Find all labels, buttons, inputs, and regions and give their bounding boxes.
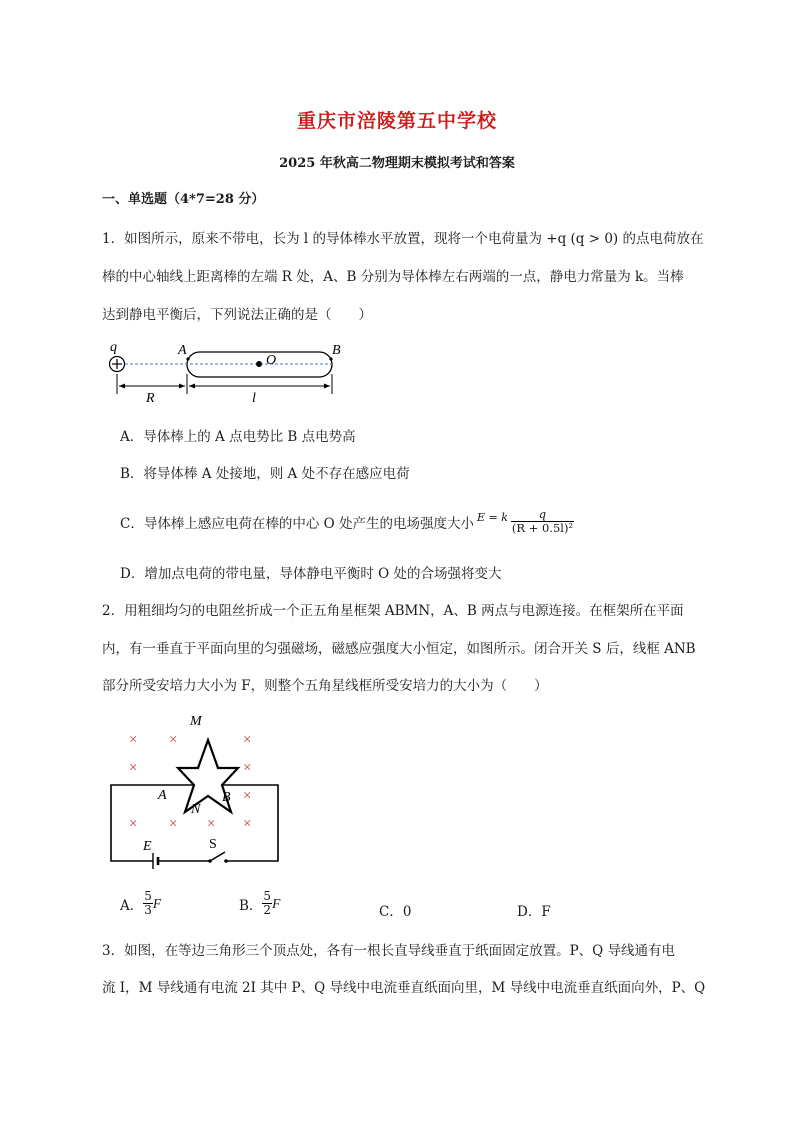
q2-option-c: C．0 (379, 904, 412, 920)
svg-text:×: × (169, 816, 178, 832)
q2-line2: 内，有一垂直于平面向里的匀强磁场，磁感应强度大小恒定，如图所示。闭合开关 S 后，线框 ANB (102, 641, 696, 657)
label-M: M (190, 714, 202, 729)
q2-option-b (239, 890, 280, 917)
q1-line1: 1．如图所示，原来不带电，长为 l 的导体棒水平放置，现将一个电荷量为 +q (q > 0) 的点电荷放在 (102, 231, 704, 247)
label-N: N (191, 802, 201, 817)
label-B: B (222, 790, 231, 805)
q1-formula-lhs: E = k (476, 511, 508, 524)
q1-figure (100, 334, 350, 412)
q1-option-c (120, 508, 574, 535)
label-E: E (143, 839, 152, 854)
label-A: A (158, 788, 167, 803)
svg-text:×: × (169, 732, 178, 748)
q1-formula-fraction (511, 508, 574, 535)
label-l: l (252, 391, 256, 406)
svg-text:×: × (243, 788, 252, 804)
svg-text:×: × (207, 816, 216, 832)
q2-line1: 2．用粗细均匀的电阻丝折成一个正五角星框架 ABMN，A、B 两点与电源连接。在框架所在平面 (102, 603, 684, 619)
label-O: O (266, 353, 277, 368)
label-R: R (146, 391, 155, 406)
circuit-left (111, 785, 194, 861)
q2-option-b-den: 2 (263, 903, 272, 917)
q2-option-a-unit: F (152, 895, 162, 911)
svg-text:×: × (243, 816, 252, 832)
q1-option-a: A．导体棒上的 A 点电势比 B 点电势高 (120, 429, 356, 445)
q2-option-a-den: 3 (144, 903, 152, 917)
svg-text:×: × (129, 760, 138, 776)
school-name: 重庆市涪陵第五中学校 (296, 110, 497, 132)
q1-line2: 棒的中心轴线上距离棒的左端 R 处，A、B 分别为导体棒左右两端的一点，静电力常量为 k。当棒 (102, 269, 684, 285)
q2-option-a-num: 5 (144, 889, 152, 903)
label-B: B (332, 343, 341, 358)
q2-option-d: D．F (517, 904, 551, 920)
q2-option-a-label: A． (120, 897, 144, 914)
q1-line3: 达到静电平衡后，下列说法正确的是（ ） (102, 307, 372, 323)
svg-text:×: × (243, 732, 252, 748)
q2-option-a (120, 890, 161, 917)
q1-formula-den: (R + 0.5l)² (511, 521, 574, 535)
q2-option-b-unit: F (272, 895, 281, 911)
q2-option-b-fraction (262, 890, 272, 917)
svg-text:×: × (129, 816, 138, 832)
q2-figure (105, 708, 330, 870)
q3-line2: 流 I，M 导线通有电流 2I 其中 P、Q 导线中电流垂直纸面向里，M 导线中电流垂直纸面向外，P、Q (102, 980, 706, 996)
q2-option-b-label: B． (239, 897, 263, 914)
label-S: S (209, 837, 217, 852)
q1-option-b: B．将导体棒 A 处接地，则 A 处不存在感应电荷 (120, 466, 410, 482)
svg-text:×: × (243, 760, 252, 776)
section-title: 一、单选题（4*7=28 分） (102, 192, 265, 207)
q2-option-a-fraction (143, 890, 153, 917)
q1-option-c-text: C．导体棒上感应电荷在棒的中心 O 处产生的电场强度大小 (120, 515, 474, 532)
label-A: A (178, 343, 187, 358)
q1-formula-num: q (511, 508, 574, 522)
exam-title: 2025 年秋高二物理期末模拟考试和答案 (279, 156, 515, 171)
center-point (256, 361, 262, 367)
q1-option-d: D．增加点电荷的带电量，导体静电平衡时 O 处的合场强将变大 (120, 566, 502, 582)
svg-text:×: × (129, 732, 138, 748)
label-q: q (110, 340, 117, 355)
q2-line3: 部分所受安培力大小为 F，则整个五角星线框所受安培力的大小为（ ） (102, 678, 548, 694)
q2-option-b-num: 5 (263, 889, 272, 903)
q3-line1: 3．如图，在等边三角形三个顶点处，各有一根长直导线垂直于纸面固定放置。P、Q 导线通有电 (102, 943, 676, 959)
